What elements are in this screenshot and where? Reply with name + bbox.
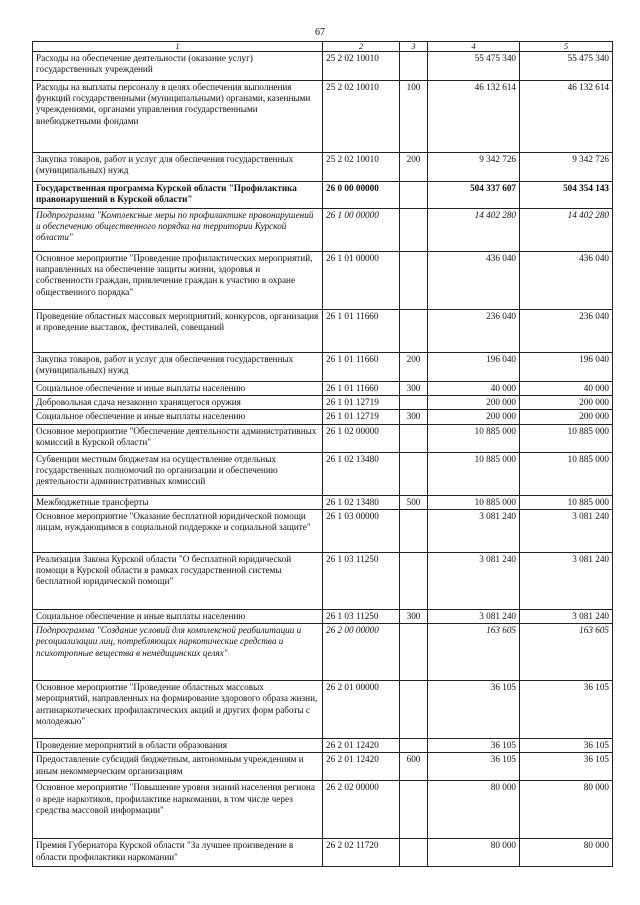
row-name: Предоставление субсидий бюджетным, автономным учреждениям и иным некоммерческим организациям <box>33 753 323 781</box>
row-sum-first: 80 000 <box>428 781 520 839</box>
table-row <box>33 452 613 495</box>
page-number: 67 <box>315 27 325 38</box>
row-code: 26 2 01 12420 <box>323 753 400 781</box>
row-expense-type <box>400 252 428 310</box>
row-expense-type <box>400 52 428 81</box>
row-name: Добровольная сдача незаконно хранящегося оружия <box>33 396 323 410</box>
table-row <box>33 153 613 182</box>
row-name: Подпрограмма "Создание условий для комплексной реабилитации и ресоциализации лиц, потребляющих наркотические средства и психотропные вещества в немедицинских целях" <box>33 624 323 681</box>
table-row <box>33 396 613 410</box>
row-sum-first: 3 081 240 <box>428 552 520 609</box>
row-expense-type: 500 <box>400 495 428 509</box>
row-sum-first: 36 105 <box>428 681 520 739</box>
column-header-name: 1 <box>33 42 323 52</box>
column-header-vr: 3 <box>400 42 428 52</box>
row-expense-type <box>400 396 428 410</box>
row-code: 26 1 01 11660 <box>323 353 400 382</box>
table-row <box>33 753 613 781</box>
table-row <box>33 552 613 609</box>
row-sum-second: 36 105 <box>520 681 613 739</box>
row-code: 25 2 02 10010 <box>323 153 400 182</box>
row-sum-first: 436 040 <box>428 252 520 310</box>
row-name: Социальное обеспечение и иные выплаты населению <box>33 410 323 424</box>
row-sum-second: 80 000 <box>520 781 613 839</box>
row-expense-type: 300 <box>400 609 428 623</box>
row-expense-type: 300 <box>400 382 428 396</box>
row-sum-second: 163 605 <box>520 624 613 681</box>
table-row <box>33 81 613 153</box>
row-sum-first: 40 000 <box>428 382 520 396</box>
table-row <box>33 182 613 209</box>
row-code: 26 1 02 13480 <box>323 495 400 509</box>
row-name: Расходы на выплаты персоналу в целях обеспечения выполнения функций государственными (муниципальными) органами, казенными учреждениями, органами управления государственными внебюджетными фондами <box>33 81 323 153</box>
row-sum-first: 10 885 000 <box>428 452 520 495</box>
row-code: 26 2 01 00000 <box>323 681 400 739</box>
row-name: Проведение мероприятий в области образования <box>33 739 323 753</box>
table-row <box>33 681 613 739</box>
row-expense-type <box>400 310 428 353</box>
row-expense-type <box>400 424 428 452</box>
row-sum-second: 504 354 143 <box>520 182 613 209</box>
row-expense-type <box>400 839 428 867</box>
row-sum-first: 10 885 000 <box>428 424 520 452</box>
table-header <box>33 42 613 52</box>
row-sum-first: 36 105 <box>428 753 520 781</box>
table-row <box>33 52 613 81</box>
row-sum-first: 80 000 <box>428 839 520 867</box>
row-expense-type <box>400 739 428 753</box>
table-row <box>33 495 613 509</box>
row-sum-second: 3 081 240 <box>520 609 613 623</box>
table-row <box>33 739 613 753</box>
row-sum-second: 9 342 726 <box>520 153 613 182</box>
row-expense-type <box>400 182 428 209</box>
row-sum-first: 200 000 <box>428 396 520 410</box>
table-row <box>33 609 613 623</box>
row-name: Закупка товаров, работ и услуг для обеспечения государственных (муниципальных) нужд <box>33 353 323 382</box>
row-name: Основное мероприятие "Проведение профилактических мероприятий, направленных на обеспечение защиты жизни, здоровья и собственности граждан, привлечение граждан к участию в охране общественного порядка" <box>33 252 323 310</box>
row-code: 26 2 01 12420 <box>323 739 400 753</box>
row-code: 26 1 01 12719 <box>323 396 400 410</box>
row-name: Основное мероприятие "Оказание бесплатной юридической помощи лицам, нуждающимся в социальной поддержке и социальной защите" <box>33 509 323 552</box>
row-sum-second: 3 081 240 <box>520 509 613 552</box>
row-code: 26 1 00 00000 <box>323 209 400 252</box>
row-name: Закупка товаров, работ и услуг для обеспечения государственных (муниципальных) нужд <box>33 153 323 182</box>
row-sum-second: 10 885 000 <box>520 452 613 495</box>
row-expense-type <box>400 681 428 739</box>
row-sum-second: 3 081 240 <box>520 552 613 609</box>
row-expense-type <box>400 624 428 681</box>
row-expense-type <box>400 552 428 609</box>
row-code: 26 1 03 11250 <box>323 609 400 623</box>
row-sum-second: 46 132 614 <box>520 81 613 153</box>
table-row <box>33 781 613 839</box>
row-expense-type <box>400 209 428 252</box>
row-sum-second: 80 000 <box>520 839 613 867</box>
column-header-sum-1: 4 <box>428 42 520 52</box>
row-name: Социальное обеспечение и иные выплаты населению <box>33 382 323 396</box>
row-sum-second: 10 885 000 <box>520 495 613 509</box>
row-sum-second: 55 475 340 <box>520 52 613 81</box>
row-code: 26 1 01 00000 <box>323 252 400 310</box>
table-row <box>33 424 613 452</box>
row-sum-first: 3 081 240 <box>428 509 520 552</box>
row-expense-type <box>400 781 428 839</box>
row-sum-second: 10 885 000 <box>520 424 613 452</box>
row-code: 26 2 02 11720 <box>323 839 400 867</box>
row-name: Социальное обеспечение и иные выплаты населению <box>33 609 323 623</box>
row-sum-first: 504 337 607 <box>428 182 520 209</box>
row-sum-second: 40 000 <box>520 382 613 396</box>
row-sum-first: 236 040 <box>428 310 520 353</box>
table-body <box>33 52 613 867</box>
column-header-sum-2: 5 <box>520 42 613 52</box>
row-sum-second: 200 000 <box>520 410 613 424</box>
row-code: 26 2 02 00000 <box>323 781 400 839</box>
row-name: Основное мероприятие "Проведение областных массовых мероприятий, направленных на формирование здорового образа жизни, антинаркотических профилактических акций и других форм работы с молодежью" <box>33 681 323 739</box>
row-sum-first: 200 000 <box>428 410 520 424</box>
table-row <box>33 209 613 252</box>
row-name: Основное мероприятие "Обеспечение деятельности административных комиссий в Курской области" <box>33 424 323 452</box>
row-sum-second: 236 040 <box>520 310 613 353</box>
row-name: Подпрограмма "Комплексные меры по профилактике правонарушений и обеспечению общественного порядка на территории Курской области" <box>33 209 323 252</box>
row-name: Проведение областных массовых мероприятий, конкурсов, организация и проведение выставок, фестивалей, совещаний <box>33 310 323 353</box>
row-sum-second: 14 402 280 <box>520 209 613 252</box>
row-sum-first: 196 040 <box>428 353 520 382</box>
row-code: 26 1 02 00000 <box>323 424 400 452</box>
row-sum-second: 196 040 <box>520 353 613 382</box>
row-expense-type <box>400 509 428 552</box>
row-name: Межбюджетные трансферты <box>33 495 323 509</box>
row-name: Государственная программа Курской области "Профилактика правонарушений в Курской области" <box>33 182 323 209</box>
row-sum-first: 46 132 614 <box>428 81 520 153</box>
row-expense-type: 600 <box>400 753 428 781</box>
row-sum-first: 55 475 340 <box>428 52 520 81</box>
row-sum-second: 36 105 <box>520 753 613 781</box>
row-sum-first: 14 402 280 <box>428 209 520 252</box>
row-sum-first: 10 885 000 <box>428 495 520 509</box>
row-sum-first: 9 342 726 <box>428 153 520 182</box>
table-row <box>33 252 613 310</box>
row-sum-second: 36 105 <box>520 739 613 753</box>
table-row <box>33 624 613 681</box>
budget-table <box>32 41 613 867</box>
column-number-row <box>33 42 613 52</box>
row-sum-first: 36 105 <box>428 739 520 753</box>
row-expense-type: 200 <box>400 153 428 182</box>
row-code: 26 1 01 12719 <box>323 410 400 424</box>
table-row <box>33 839 613 867</box>
row-sum-first: 163 605 <box>428 624 520 681</box>
row-sum-second: 200 000 <box>520 396 613 410</box>
column-header-code: 2 <box>323 42 400 52</box>
row-code: 26 1 03 00000 <box>323 509 400 552</box>
row-code: 26 1 01 11660 <box>323 382 400 396</box>
row-sum-second: 436 040 <box>520 252 613 310</box>
row-code: 26 0 00 00000 <box>323 182 400 209</box>
row-expense-type: 100 <box>400 81 428 153</box>
row-code: 25 2 02 10010 <box>323 81 400 153</box>
row-code: 26 1 03 11250 <box>323 552 400 609</box>
table-row <box>33 310 613 353</box>
row-code: 26 2 00 00000 <box>323 624 400 681</box>
row-expense-type: 300 <box>400 410 428 424</box>
table-row <box>33 410 613 424</box>
table-row <box>33 509 613 552</box>
row-code: 26 1 02 13480 <box>323 452 400 495</box>
table-row <box>33 382 613 396</box>
row-code: 26 1 01 11660 <box>323 310 400 353</box>
row-name: Основное мероприятие "Повышение уровня знаний населения региона о вреде наркотиков, профилактике наркомании, в том числе через средства массовой информации" <box>33 781 323 839</box>
row-name: Реализация Закона Курской области "О бесплатной юридической помощи в Курской области в рамках государственной системы бесплатной юридической помощи" <box>33 552 323 609</box>
row-sum-first: 3 081 240 <box>428 609 520 623</box>
row-expense-type <box>400 452 428 495</box>
row-expense-type: 200 <box>400 353 428 382</box>
row-code: 25 2 02 10010 <box>323 52 400 81</box>
row-name: Расходы на обеспечение деятельности (оказание услуг) государственных учреждений <box>33 52 323 81</box>
row-name: Субвенции местным бюджетам на осуществление отдельных государственных полномочий по организации и обеспечению деятельности административных комиссий <box>33 452 323 495</box>
table-row <box>33 353 613 382</box>
row-name: Премия Губернатора Курской области "За лучшее произведение в области профилактики наркомании" <box>33 839 323 867</box>
